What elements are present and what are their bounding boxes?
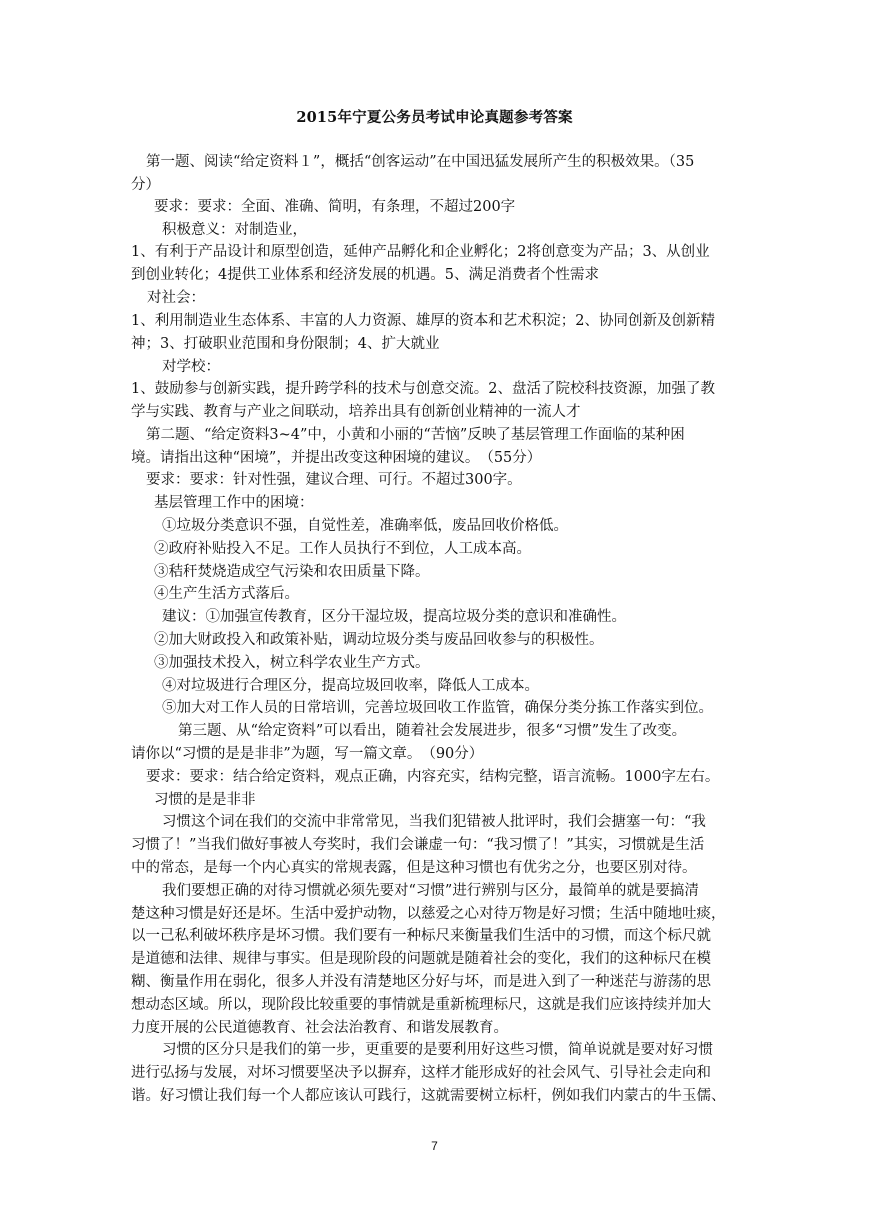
text-line: ②加大财政投入和政策补贴，调动垃圾分类与废品回收参与的积极性。: [154, 632, 604, 648]
text-line: 境。请指出这种“困境”，并提出改变这种困境的建议。 （55分）: [131, 450, 542, 466]
text-line: ②政府补贴投入不足。工作人员执行不到位，人工成本高。: [154, 541, 531, 557]
text-line: 要求：要求：结合给定资料，观点正确，内容充实，结构完整，语言流畅。1000字左右。: [146, 769, 720, 785]
text-line: 第二题、“给定资料3~4”中，小黄和小丽的“苦恼”反映了基层管理工作面临的某种困: [146, 427, 685, 443]
text-line: ④对垃圾进行合理区分，提高垃圾回收率，降低人工成本。: [162, 678, 539, 694]
text-line: 我们要想正确的对待习惯就必须先要对“习惯”进行辨别与区分，最简单的就是要搞清: [162, 883, 699, 899]
text-line: 对学校：: [162, 359, 220, 375]
text-line: ⑤加大对工作人员的日常培训，完善垃圾回收工作监管，确保分类分拣工作落实到位。: [162, 700, 713, 716]
text-line: 糊、衡量作用在弱化，很多人并没有清楚地区分好与坏，而是进入到了一种迷茫与游荡的思: [131, 974, 711, 990]
text-line: 第一题、阅读“给定资料１”，概括“创客运动”在中国迅猛发展所产生的积极效果。（35: [146, 154, 695, 170]
text-line: 中的常态，是每一个内心真实的常规表露，但是这种习惯也有优劣之分，也要区别对待。: [131, 860, 697, 876]
text-line: ③秸秆焚烧造成空气污染和农田质量下降。: [154, 564, 430, 580]
text-line: 请你以“习惯的是是非非”为题，写一篇文章。 （90分）: [131, 746, 484, 762]
text-line: 要求：要求：针对性强，建议合理、可行。不超过300字。: [146, 472, 522, 488]
text-line: 谐。好习惯让我们每一个人都应该认可践行，这就需要树立标杆，例如我们内蒙古的牛玉儒、: [131, 1088, 726, 1104]
text-line: 积极意义：对制造业，: [162, 222, 307, 238]
page-number: 7: [431, 1139, 438, 1153]
text-line: 分）: [131, 177, 160, 193]
text-line: 是道德和法律、规律与事实。但是现阶段的问题就是随着社会的变化，我们的这种标尺在模: [131, 951, 711, 967]
text-line: ①垃圾分类意识不强，自觉性差，准确率低，废品回收价格低。: [162, 518, 568, 534]
text-line: 习惯的区分只是我们的第一步，更重要的是要利用好这些习惯，简单说就是要对好习惯: [162, 1042, 713, 1058]
text-line: 要求：要求：全面、准确、简明，有条理，不超过200字: [154, 199, 516, 215]
text-line: 到创业转化；4提供工业体系和经济发展的机遇。5、满足消费者个性需求: [131, 267, 599, 283]
text-line: 建议：①加强宣传教育，区分干湿垃圾，提高垃圾分类的意识和准确性。: [162, 609, 626, 625]
text-line: 第三题、从“给定资料”可以看出，随着社会发展进步，很多“习惯”发生了改变。: [178, 723, 687, 739]
text-line: 习惯这个词在我们的交流中非常常见，当我们犯错被人批评时，我们会搪塞一句：“我: [162, 814, 706, 830]
text-line: 学与实践、教育与产业之间联动，培养出具有创新创业精神的一流人才: [131, 404, 581, 420]
text-line: 习惯的是是非非: [154, 792, 256, 808]
text-line: ④生产生活方式落后。: [154, 586, 299, 602]
text-line: 基层管理工作中的困境：: [154, 495, 314, 511]
text-line: 神；3、打破职业范围和身份限制；4、扩大就业: [131, 336, 440, 352]
text-line: ③加强技术投入，树立科学农业生产方式。: [154, 655, 430, 671]
text-line: 以一己私利破坏秩序是坏习惯。我们要有一种标尺来衡量我们生活中的习惯，而这个标尺就: [131, 928, 711, 944]
text-line: 1、有利于产品设计和原型创造，延伸产品孵化和企业孵化；2将创意变为产品；3、从创业: [131, 244, 710, 260]
text-line: 进行弘扬与发展，对坏习惯要坚决予以摒弃，这样才能形成好的社会风气、引导社会走向和: [131, 1065, 711, 1081]
page-title: 2015年宁夏公务员考试申论真题参考答案: [296, 109, 573, 126]
text-line: 1、利用制造业生态体系、丰富的人力资源、雄厚的资本和艺术积淀；2、协同创新及创新精: [131, 313, 715, 329]
text-line: 力度开展的公民道德教育、社会法治教育、和谐发展教育。: [131, 1020, 508, 1036]
text-line: 1、鼓励参与创新实践，提升跨学科的技术与创意交流。2、盘活了院校科技资源，加强了教: [131, 381, 715, 397]
text-line: 想动态区域。所以，现阶段比较重要的事情就是重新梳理标尺，这就是我们应该持续并加大: [131, 997, 711, 1013]
text-line: 楚这种习惯是好还是坏。生活中爱护动物，以慈爱之心对待万物是好习惯；生活中随地吐痰，: [131, 906, 726, 922]
text-line: 习惯了！”当我们做好事被人夸奖时，我们会谦虚一句：“我习惯了！”其实，习惯就是生活: [131, 837, 705, 853]
text-line: 对社会：: [147, 290, 205, 306]
